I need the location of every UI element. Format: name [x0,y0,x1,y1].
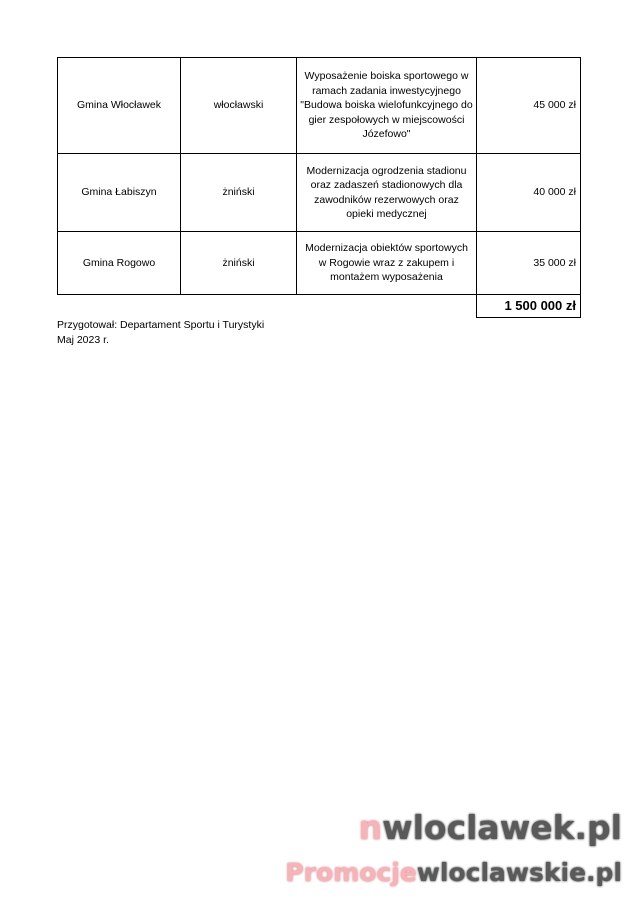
table-row [58,232,581,295]
watermark-prefix-2: Promocje [285,858,417,887]
zadanie-cell: Modernizacja ogrodzenia stadionu oraz zadaszeń stadionowych dla zawodników rezerwowych oraz opieki medycznej [297,154,477,232]
watermark-line-2 [285,858,622,887]
total-row [58,295,581,318]
empty-cell [181,295,297,318]
zadanie-cell: Modernizacja obiektów sportowych w Rogowie wraz z zakupem i montażem wyposażenia [297,232,477,295]
empty-cell [58,295,181,318]
watermark-rest-2: wloclawskie.pl [416,858,622,887]
powiat-cell: włocławski [181,58,297,154]
document-date: Maj 2023 r. [57,334,109,346]
empty-cell [297,295,477,318]
watermark-prefix-1: n [358,808,383,847]
kwota-cell: 40 000 zł [477,154,581,232]
zadanie-cell: Wyposażenie boiska sportowego w ramach zadania inwestycyjnego "Budowa boiska wielofunkcyjnego do gier zespołowych w miejscowości Józefowo" [297,58,477,154]
prepared-by: Przygotował: Departament Sportu i Turystyki [57,319,265,331]
kwota-cell: 45 000 zł [477,58,581,154]
powiat-cell: żniński [181,232,297,295]
grants-table [57,57,581,318]
table-row [58,154,581,232]
footer [57,318,264,348]
watermark-line-1 [359,808,622,847]
kwota-cell: 35 000 zł [477,232,581,295]
gmina-cell: Gmina Łabiszyn [58,154,181,232]
powiat-cell: żniński [181,154,297,232]
gmina-cell: Gmina Rogowo [58,232,181,295]
gmina-cell: Gmina Włocławek [58,58,181,154]
table-row [58,58,581,154]
total-amount: 1 500 000 zł [477,295,581,318]
watermark-rest-1: wloclawek.pl [382,808,622,847]
